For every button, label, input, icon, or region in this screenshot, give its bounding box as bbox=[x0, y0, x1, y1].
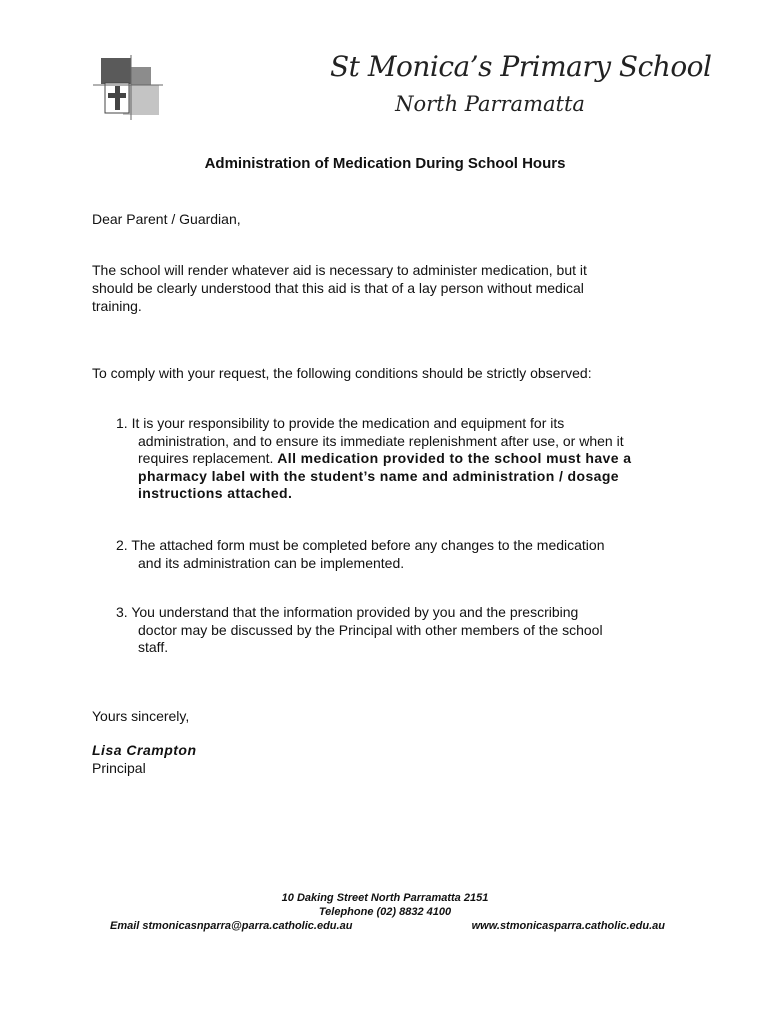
salutation: Dear Parent / Guardian, bbox=[92, 211, 241, 227]
footer-address: 10 Daking Street North Parramatta 2151 bbox=[281, 892, 489, 904]
condition-text: It is your responsibility to provide the medication and equipment for its bbox=[131, 415, 565, 431]
condition-item-3 bbox=[116, 604, 686, 657]
footer-website: www.stmonicasparra.catholic.edu.au bbox=[471, 920, 665, 932]
condition-text: requires replacement. bbox=[138, 450, 278, 466]
condition-item-2 bbox=[116, 537, 686, 572]
condition-number: 3. bbox=[116, 604, 128, 620]
intro-paragraph bbox=[92, 261, 652, 315]
footer-contact bbox=[110, 920, 665, 932]
condition-number: 1. bbox=[116, 415, 128, 431]
closing: Yours sincerely, bbox=[92, 708, 190, 724]
condition-line bbox=[116, 537, 686, 555]
condition-text: The attached form must be completed before any changes to the medication bbox=[131, 537, 605, 553]
condition-line bbox=[116, 415, 686, 433]
logo-block-dark bbox=[101, 58, 131, 84]
signatory-role: Principal bbox=[92, 760, 146, 776]
condition-item-1 bbox=[116, 415, 686, 503]
condition-text: You understand that the information provided by you and the prescribing bbox=[131, 604, 579, 620]
intro-line: should be clearly understood that this aid is that of a lay person without medical bbox=[92, 280, 584, 296]
conditions-intro: To comply with your request, the following conditions should be strictly observed: bbox=[92, 365, 592, 381]
condition-line bbox=[116, 604, 686, 622]
school-location: North Parramatta bbox=[395, 92, 585, 116]
intro-line: training. bbox=[92, 298, 142, 314]
school-crest-icon bbox=[93, 55, 163, 120]
condition-number: 2. bbox=[116, 537, 128, 553]
condition-text: staff. bbox=[138, 639, 169, 655]
condition-line bbox=[116, 450, 686, 468]
document-title: Administration of Medication During School Hours bbox=[204, 155, 566, 172]
school-logo bbox=[93, 55, 163, 120]
school-name: St Monica’s Primary School bbox=[330, 50, 712, 83]
footer-email: Email stmonicasnparra@parra.catholic.edu.au bbox=[110, 920, 353, 932]
logo-block-mid bbox=[131, 67, 151, 85]
footer-telephone: Telephone (02) 8832 4100 bbox=[318, 906, 452, 918]
condition-text: and its administration can be implemented. bbox=[138, 554, 405, 571]
logo-cross-horizontal bbox=[108, 93, 126, 98]
condition-text: administration, and to ensure its immediate replenishment after use, or when it bbox=[138, 432, 624, 449]
intro-line: The school will render whatever aid is necessary to administer medication, but it bbox=[92, 262, 587, 278]
condition-text-bold: instructions attached. bbox=[138, 485, 293, 501]
signatory-name: Lisa Crampton bbox=[92, 742, 197, 758]
condition-text: doctor may be discussed by the Principal with other members of the school bbox=[138, 621, 603, 638]
condition-text-bold: All medication provided to the school must have a bbox=[277, 450, 632, 466]
condition-text-bold: pharmacy label with the student’s name and administration / dosage bbox=[138, 467, 619, 484]
